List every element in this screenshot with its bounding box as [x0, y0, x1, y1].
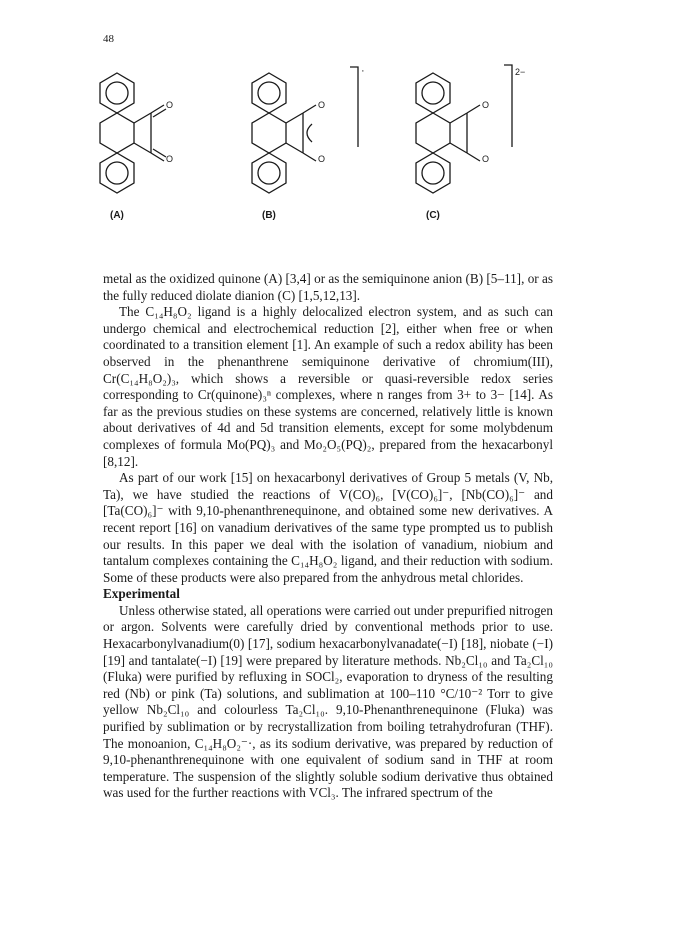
oxygen-b-lower: O	[318, 154, 326, 164]
paragraph-4: Unless otherwise stated, all operations were carried out under prepurified nitrogen or argon. Solvents were carefully dried by conventional methods prior to use. Hexacarbonylvanadium(0) [17], sodium hexacarbonylvanadate(−I) [18], niobate (−I) [19] and tantalate(−I) [19] were prepared by literature methods. Nb₂Cl₁₀ and Ta₂Cl₁₀ (Fluka) were purified by refluxing in SOCl₂, evaporation to dryness of the resulting red (Nb) or pink (Ta) solutions, and sublimation at 100–110 °C/10⁻² Torr to give yellow Nb₂Cl₁₀ and colourless Ta₂Cl₁₀. 9,10-Phenanthrenequinone (Fluka) was purified by sublimation or by recrystallization from boiling tetrahydrofuran (THF). The monoanion, C₁₄H₈O₂⁻·, as its sodium derivative, was prepared by reduction of 9,10-phenanthrenequinone with one equivalent of sodium sand in THF at room temperature. The suspension of the slightly soluble sodium derivative thus obtained was used for the further reactions with VCl₃. The infrared spectrum of the	[103, 602, 553, 801]
article-body	[103, 271, 553, 802]
section-heading-experimental: Experimental	[103, 586, 180, 602]
structure-c	[416, 65, 512, 193]
page-number: 48	[103, 33, 114, 45]
label-c: (C)	[426, 210, 440, 221]
structure-b	[252, 67, 358, 193]
structure-a	[100, 73, 166, 193]
oxygen-c-lower: O	[482, 154, 490, 164]
structures-figure	[60, 50, 620, 230]
label-a: (A)	[110, 210, 124, 221]
paragraph-1: metal as the oxidized quinone (A) [3,4] or as the semiquinone anion (B) [5–11], or as the fully reduced diolate dianion (C) [1,5,12,13].	[103, 271, 553, 303]
paragraph-3: As part of our work [15] on hexacarbonyl derivatives of Group 5 metals (V, Nb, Ta), we have studied the reactions of V(CO)₆, [V(CO)₆]⁻, [Nb(CO)₆]⁻ and [Ta(CO)₆]⁻ with 9,10-phenanthrenequinone, and obtained some new derivatives. A recent report [16] on vanadium derivatives of the same type prompted us to publish our results. In this paper we deal with the isolation of vanadium, niobium and tantalum complexes containing the C₁₄H₈O₂ ligand, and their reduction with sodium. Some of these products were also prepared from the anhydrous metal chlorides.	[103, 470, 553, 585]
charge-b: ·	[361, 65, 365, 77]
label-b: (B)	[262, 210, 276, 221]
paragraph-2: The C₁₄H₈O₂ ligand is a highly delocalized electron system, and as such can undergo chemical and electrochemical reduction [2], either when free or when coordinated to a transition element [1]. An example of such a redox ability has been observed in the phenanthrene semiquinone derivative of chromium(III), Cr(C₁₄H₈O₂)₃, which shows a reversible or quasi-reversible redox series corresponding to Cr(quinone)₃ⁿ complexes, where n ranges from 3+ to 3− [14]. As far as the previous studies on these systems are concerned, relatively little is known about derivatives of 4d and 5d transition elements, except for some molybdenum complexes of formula Mo(PQ)₃ and Mo₂O₅(PQ)₂, prepared from the hexacarbonyl [8,12].	[103, 304, 553, 469]
charge-c: 2−	[515, 67, 526, 77]
oxygen-c-upper: O	[482, 100, 490, 110]
oxygen-a-lower: O	[166, 154, 174, 164]
oxygen-b-upper: O	[318, 100, 326, 110]
phenanthrenequinone-structures	[60, 50, 620, 230]
oxygen-a-upper: O	[166, 100, 174, 110]
